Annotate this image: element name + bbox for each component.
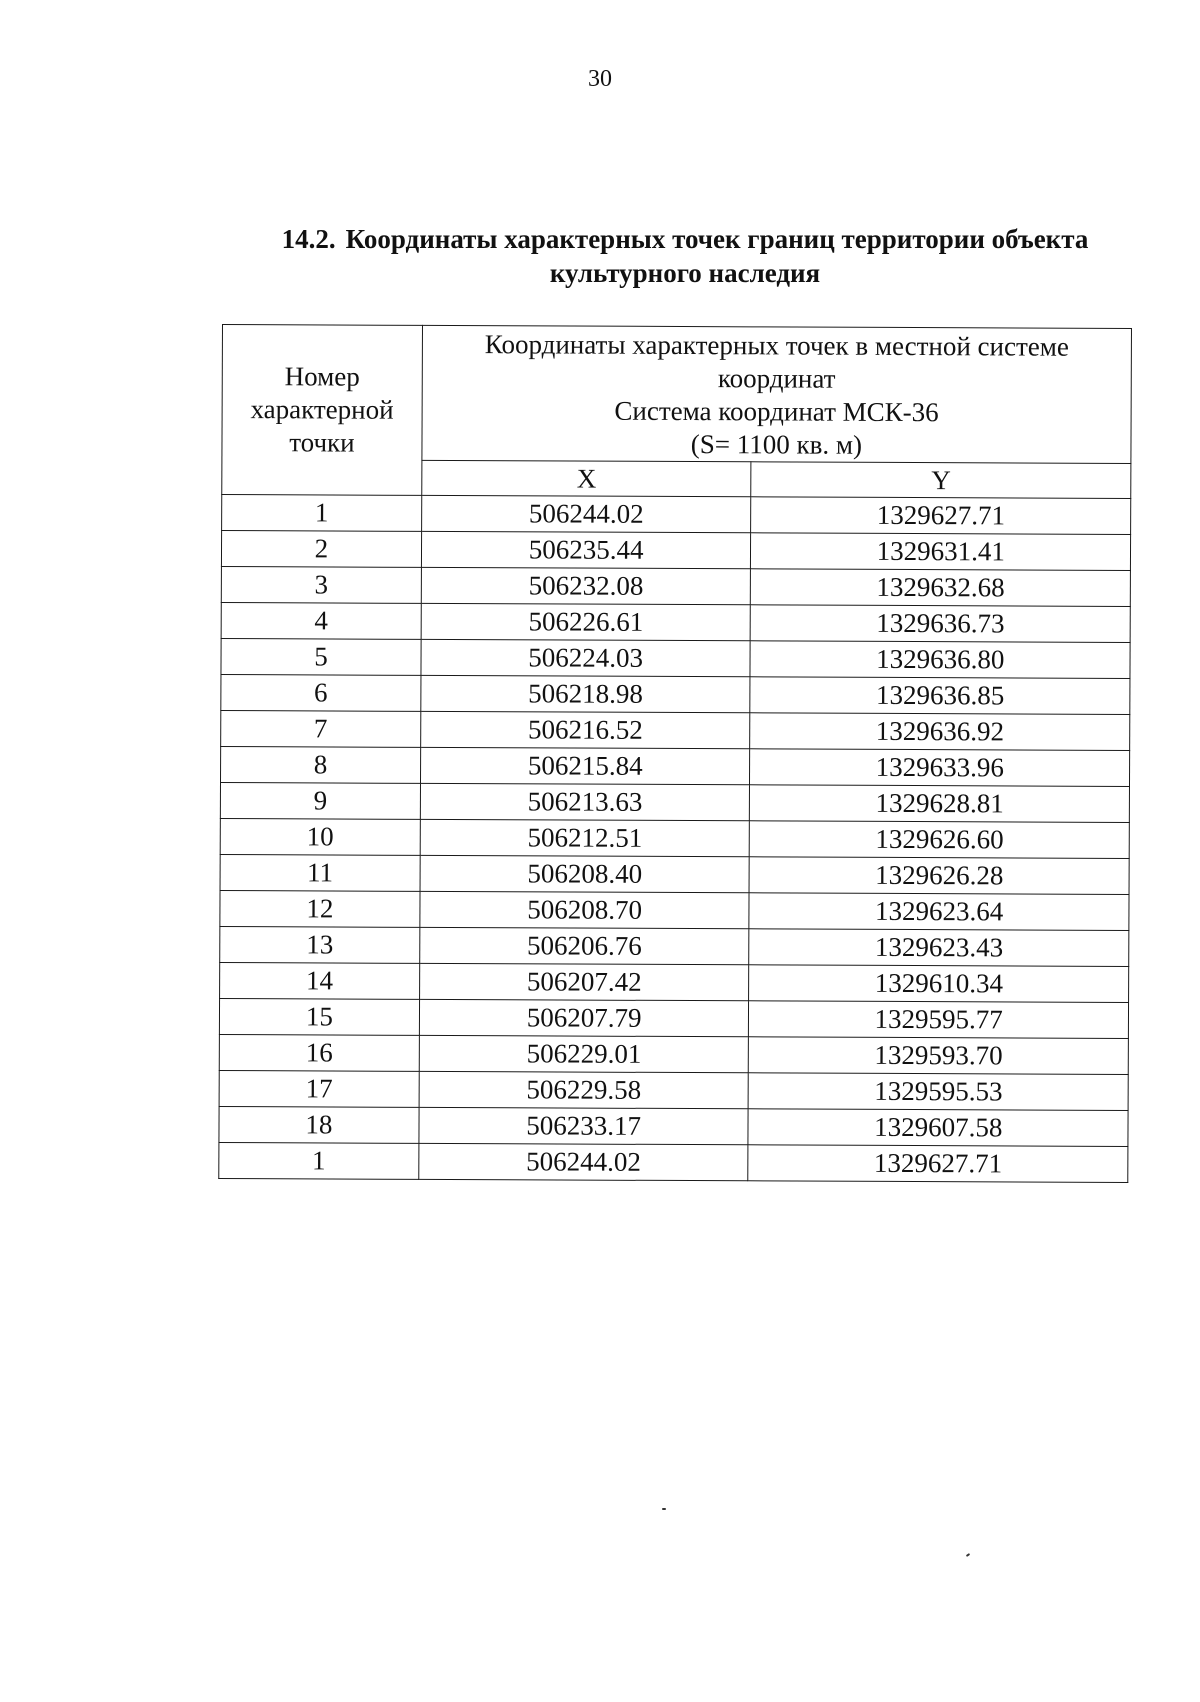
header-coordinates-line-3: Система координат МСК-36: [614, 395, 939, 428]
table-row: [220, 962, 1129, 1002]
x-coordinate-cell: 506233.17: [419, 1107, 749, 1144]
y-coordinate-cell: 1329628.81: [750, 785, 1130, 823]
point-number-cell: 10: [220, 818, 420, 855]
table-row: [220, 746, 1129, 786]
table-row: [220, 890, 1129, 930]
y-coordinate-cell: 1329607.58: [748, 1109, 1128, 1147]
table-row: [219, 998, 1128, 1038]
x-coordinate-cell: 506235.44: [421, 531, 751, 568]
y-coordinate-cell: 1329632.68: [751, 569, 1131, 607]
y-coordinate-cell: 1329627.71: [748, 1145, 1128, 1183]
point-number-cell: 1: [222, 495, 422, 532]
x-coordinate-cell: 506208.70: [420, 891, 750, 928]
point-number-cell: 9: [220, 782, 420, 819]
table-row: [219, 1070, 1128, 1110]
table-row: [220, 818, 1129, 858]
table-row: [221, 566, 1130, 606]
table-row: [221, 710, 1130, 750]
table-row: [220, 782, 1129, 822]
y-coordinate-cell: 1329593.70: [749, 1037, 1129, 1075]
header-coordinates-line-2: координат: [717, 363, 836, 394]
point-number-cell: 14: [220, 962, 420, 999]
table-row: [220, 926, 1129, 966]
page-number: 30: [588, 66, 612, 92]
header-point-number: [222, 325, 423, 496]
section-number: 14.2.: [281, 224, 336, 254]
y-coordinate-cell: 1329636.73: [751, 605, 1131, 643]
point-number-cell: 11: [220, 854, 420, 891]
table-row: [221, 638, 1130, 678]
header-point-line-1: Номер: [284, 361, 360, 392]
x-coordinate-cell: 506244.02: [419, 1143, 749, 1180]
table-row: [219, 1034, 1128, 1074]
point-number-cell: 13: [220, 926, 420, 963]
y-coordinate-cell: 1329623.43: [749, 929, 1129, 967]
y-coordinate-cell: 1329636.92: [750, 713, 1130, 751]
y-coordinate-cell: 1329610.34: [749, 965, 1129, 1003]
table-row: [220, 854, 1129, 894]
x-coordinate-cell: 506208.40: [420, 855, 750, 892]
y-coordinate-cell: 1329636.85: [750, 677, 1130, 715]
point-number-cell: 1: [219, 1142, 419, 1179]
y-coordinate-cell: 1329595.77: [749, 1001, 1129, 1039]
x-coordinate-cell: 506229.01: [419, 1035, 749, 1072]
table-row: [219, 1142, 1128, 1182]
x-coordinate-cell: 506207.79: [419, 999, 749, 1036]
section-title-line-1: [225, 222, 1145, 256]
x-coordinate-cell: 506213.63: [420, 783, 750, 820]
x-coordinate-cell: 506224.03: [421, 639, 751, 676]
point-number-cell: 7: [221, 710, 421, 747]
x-coordinate-cell: 506218.98: [421, 675, 751, 712]
table-row: [221, 531, 1130, 571]
y-coordinate-cell: 1329623.64: [749, 893, 1129, 931]
table-body: [219, 495, 1131, 1183]
point-number-cell: 16: [219, 1034, 419, 1071]
coordinates-table: [218, 324, 1132, 1183]
header-coordinates-line-1: Координаты характерных точек в местной системе: [484, 329, 1069, 362]
x-coordinate-cell: 506212.51: [420, 819, 750, 856]
x-coordinate-cell: 506244.02: [421, 495, 751, 532]
x-coordinate-cell: 506216.52: [421, 711, 751, 748]
header-y: Y: [751, 462, 1131, 499]
section-title-line-2: культурного наследия: [549, 258, 821, 288]
point-number-cell: 17: [219, 1070, 419, 1107]
point-number-cell: 18: [219, 1106, 419, 1143]
x-coordinate-cell: 506226.61: [421, 603, 751, 640]
point-number-cell: 3: [221, 566, 421, 603]
header-point-line-2: характерной: [250, 394, 394, 425]
table-row: [221, 674, 1130, 714]
point-number-cell: 15: [219, 998, 419, 1035]
y-coordinate-cell: 1329626.28: [749, 857, 1129, 895]
scan-speck: [966, 1553, 970, 1557]
x-coordinate-cell: 506229.58: [419, 1071, 749, 1108]
y-coordinate-cell: 1329636.80: [750, 641, 1130, 679]
header-point-line-3: точки: [289, 427, 355, 458]
x-coordinate-cell: 506207.42: [419, 963, 749, 1000]
point-number-cell: 6: [221, 674, 421, 711]
y-coordinate-cell: 1329626.60: [750, 821, 1130, 859]
section-title-text: Координаты характерных точек границ территории объекта: [345, 224, 1089, 254]
point-number-cell: 12: [220, 890, 420, 927]
x-coordinate-cell: 506215.84: [420, 747, 750, 784]
section-title: [225, 222, 1145, 290]
table-row: [221, 602, 1130, 642]
point-number-cell: 2: [221, 531, 421, 568]
point-number-cell: 8: [220, 746, 420, 783]
scan-speck: [662, 1508, 666, 1510]
x-coordinate-cell: 506206.76: [420, 927, 750, 964]
y-coordinate-cell: 1329631.41: [751, 533, 1131, 571]
header-coordinates-line-4: (S= 1100 кв. м): [690, 429, 863, 460]
y-coordinate-cell: 1329595.53: [749, 1073, 1129, 1111]
y-coordinate-cell: 1329633.96: [750, 749, 1130, 787]
point-number-cell: 5: [221, 638, 421, 675]
y-coordinate-cell: 1329627.71: [751, 497, 1131, 535]
header-coordinates: [422, 325, 1132, 463]
x-coordinate-cell: 506232.08: [421, 567, 751, 604]
point-number-cell: 4: [221, 602, 421, 639]
table-row: [222, 495, 1131, 535]
table-row: [219, 1106, 1128, 1146]
header-x: X: [422, 460, 752, 496]
